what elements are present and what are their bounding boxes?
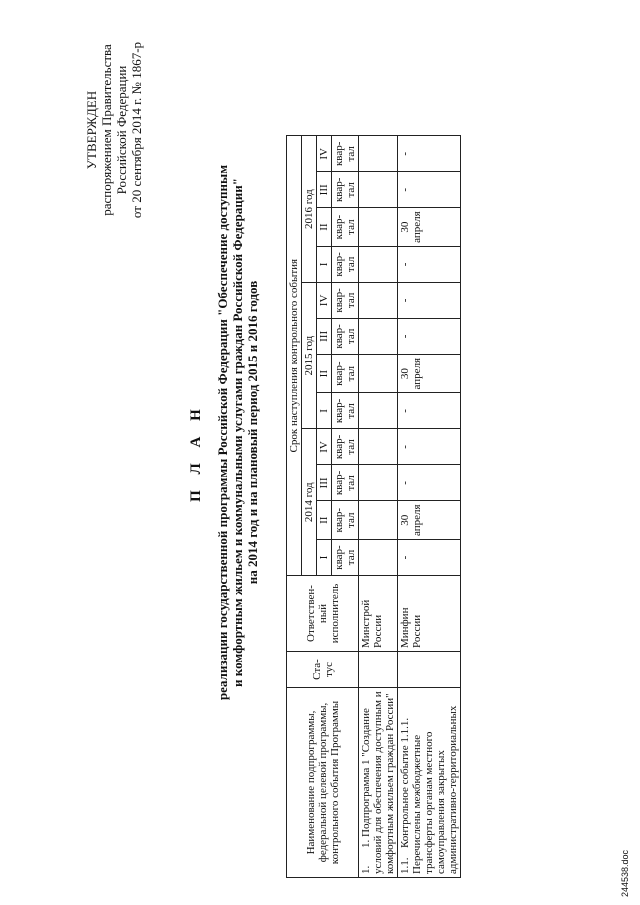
header-name: Наименование подпрограммы, федеральной целевой программы, контрольного события Программы xyxy=(287,688,359,878)
row-name: 1. Подпрограмма 1 "Создание условий для обеспечения доступным и комфортным жильем граждан России" xyxy=(360,691,396,874)
row-status xyxy=(359,652,398,688)
table-row xyxy=(398,136,461,878)
plan-title: П Л А Н xyxy=(188,403,204,502)
header-quarter-number: IV xyxy=(317,282,332,318)
header-executor: Ответствен-ный исполнитель xyxy=(287,576,359,652)
header-quarter-word: квар-тал xyxy=(332,282,359,318)
approval-line-1: УТВЕРЖДЕН xyxy=(84,90,99,170)
row-status xyxy=(398,652,461,688)
row-quarter-cell: - xyxy=(398,136,461,172)
table-row xyxy=(359,136,398,878)
header-quarter-number: III xyxy=(317,318,332,354)
row-quarter-cell: 30 апреля xyxy=(398,354,461,393)
heading-line-1: реализации государственной программы Российской Федерации "Обеспечение доступным xyxy=(215,164,230,701)
row-quarter-cell xyxy=(359,465,398,501)
header-quarter-number: III xyxy=(317,172,332,208)
header-deadline: Срок наступления контрольного события xyxy=(287,136,302,576)
document-filename: 244538.doc xyxy=(620,849,630,897)
header-status: Ста-тус xyxy=(287,652,359,688)
header-quarter-word: квар-тал xyxy=(332,318,359,354)
header-quarter-number: II xyxy=(317,501,332,540)
row-number: 1. xyxy=(360,865,372,874)
header-quarter-number: IV xyxy=(317,429,332,465)
approval-line-2: распоряжением Правительства xyxy=(99,44,114,216)
plan-table-wrapper xyxy=(286,135,461,878)
approval-stamp xyxy=(84,30,144,230)
header-quarter-number: IV xyxy=(317,136,332,172)
row-quarter-cell: - xyxy=(398,540,461,576)
header-quarter-word: квар-тал xyxy=(332,465,359,501)
plan-heading xyxy=(215,60,260,805)
row-name-cell xyxy=(398,688,461,878)
row-quarter-cell xyxy=(359,172,398,208)
header-quarter-number: I xyxy=(317,246,332,282)
row-quarter-cell xyxy=(359,208,398,247)
header-quarter-word: квар-тал xyxy=(332,172,359,208)
header-quarter-word: квар-тал xyxy=(332,246,359,282)
heading-line-3: на 2014 год и на плановый период 2015 и 2016 годов xyxy=(245,280,260,585)
header-year-2015: 2015 год xyxy=(302,282,317,429)
row-quarter-cell: - xyxy=(398,318,461,354)
row-quarter-cell xyxy=(359,429,398,465)
row-number: 1.1. xyxy=(399,857,411,874)
approval-line-4: от 20 сентября 2014 г. № 1867-р xyxy=(129,41,144,219)
header-quarter-word: квар-тал xyxy=(332,136,359,172)
header-quarter-word: квар-тал xyxy=(332,501,359,540)
heading-line-2: и комфортным жильем и коммунальными услугами граждан Российской Федерации" xyxy=(230,178,245,687)
header-year-2014: 2014 год xyxy=(302,429,317,576)
row-quarter-cell: - xyxy=(398,282,461,318)
row-quarter-cell xyxy=(359,393,398,429)
header-quarter-number: III xyxy=(317,465,332,501)
header-quarter-word: квар-тал xyxy=(332,540,359,576)
row-quarter-cell: - xyxy=(398,172,461,208)
plan-table xyxy=(286,135,461,878)
header-quarter-word: квар-тал xyxy=(332,208,359,247)
row-executor: Минфин России xyxy=(398,576,461,652)
approval-line-3: Российской Федерации xyxy=(114,65,129,195)
header-quarter-number: II xyxy=(317,208,332,247)
header-quarter-number: I xyxy=(317,540,332,576)
row-quarter-cell xyxy=(359,318,398,354)
row-name-cell xyxy=(359,688,398,878)
header-quarter-word: квар-тал xyxy=(332,393,359,429)
header-year-2016: 2016 год xyxy=(302,136,317,283)
row-quarter-cell: - xyxy=(398,393,461,429)
row-quarter-cell xyxy=(359,354,398,393)
row-name: Контрольное событие 1.1.1. Перечислены межбюджетные трансферты органам местного самоуправления закрытых административно-территориальных xyxy=(399,705,459,874)
row-quarter-cell: - xyxy=(398,429,461,465)
row-quarter-cell: 30 апреля xyxy=(398,208,461,247)
header-quarter-number: II xyxy=(317,354,332,393)
header-quarter-word: квар-тал xyxy=(332,354,359,393)
row-quarter-cell: - xyxy=(398,465,461,501)
row-quarter-cell xyxy=(359,136,398,172)
row-quarter-cell xyxy=(359,282,398,318)
row-quarter-cell: - xyxy=(398,246,461,282)
header-quarter-number: I xyxy=(317,393,332,429)
row-quarter-cell: 30 апреля xyxy=(398,501,461,540)
row-quarter-cell xyxy=(359,246,398,282)
row-executor: Минстрой России xyxy=(359,576,398,652)
row-quarter-cell xyxy=(359,540,398,576)
row-quarter-cell xyxy=(359,501,398,540)
header-quarter-word: квар-тал xyxy=(332,429,359,465)
